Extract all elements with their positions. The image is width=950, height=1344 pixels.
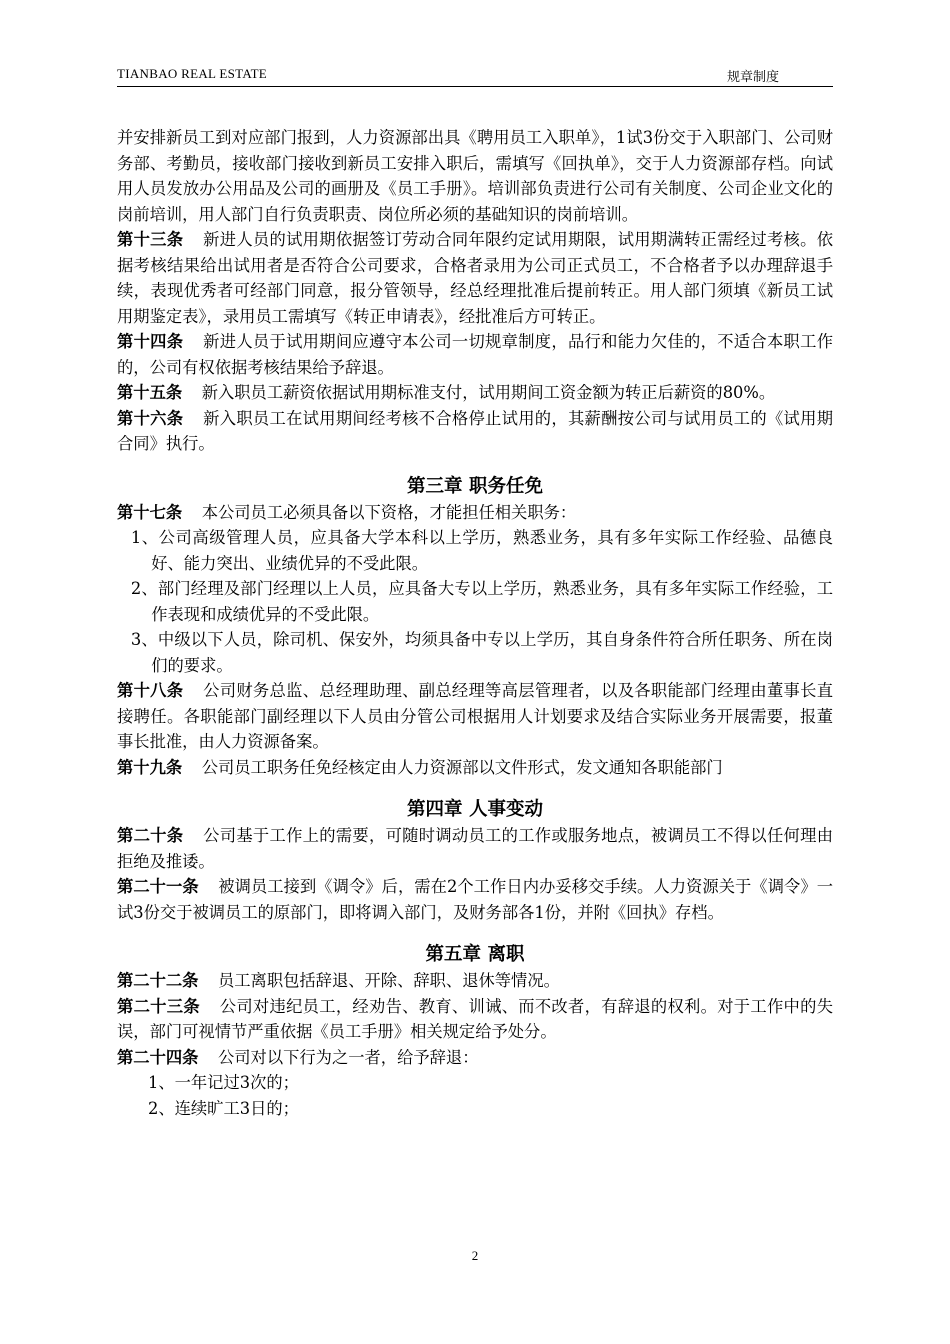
- article-paragraph: [117, 1045, 833, 1071]
- list-item: 1、一年记过3次的；: [147, 1073, 299, 1092]
- article-label: 第二十二条: [117, 971, 199, 990]
- article-label: 第十六条: [117, 408, 184, 428]
- list-item: 1、公司高级管理人员，应具备大学本科以上学历，熟悉业务，具有多年实际工作经验、品德良好、能力突出、业绩优异的不受此限。: [130, 528, 833, 573]
- article-label: 第二十三条: [117, 996, 200, 1016]
- article-paragraph: [117, 755, 833, 781]
- article-label: 第二十一条: [117, 877, 199, 896]
- article-text: 被调员工接到《调令》后，需在2个工作日内办妥移交手续。人力资源关于《调令》一试3份交于被调员工的原部门，即将调入部门，及财务部各1份，并附《回执》存档。: [117, 877, 833, 922]
- article-paragraph: [117, 406, 833, 457]
- page-header: [117, 66, 833, 87]
- article-text: 新进人员的试用期依据签订劳动合同年限约定试用期限，试用期满转正需经过考核。依据考核结果给出试用者是否符合公司要求，合格者录用为公司正式员工，不合格者予以办理辞退手续，表现优秀者可经部门同意，报分管领导，经总经理批准后提前转正。用人部门须填《新员工试用期鉴定表》，录用员工需填写《转正申请表》，经批准后方可转正。: [117, 230, 833, 326]
- article-label: 第二十四条: [117, 1047, 199, 1067]
- article-paragraph: [117, 874, 833, 925]
- article-label: 第二十条: [117, 826, 184, 845]
- page-number: 2: [471, 1248, 479, 1263]
- article-paragraph: [117, 994, 833, 1045]
- article-text: 公司基于工作上的需要，可随时调动员工的工作或服务地点，被调员工不得以任何理由拒绝及推诿。: [117, 826, 833, 871]
- article-paragraph: [117, 227, 833, 329]
- article-paragraph: [117, 329, 833, 380]
- list-item: 2、连续旷工3日的；: [147, 1098, 299, 1118]
- article-text: 本公司员工必须具备以下资格，才能担任相关职务：: [201, 502, 577, 522]
- article-label: 第十四条: [117, 332, 184, 351]
- article-text: 新进人员于试用期间应遵守本公司一切规章制度，品行和能力欠佳的，不适合本职工作的，公司有权依据考核结果给予辞退。: [117, 332, 833, 377]
- article-text: 公司对以下行为之一者，给予辞退：: [217, 1047, 479, 1067]
- article-label: 第十五条: [117, 383, 183, 402]
- article-label: 第十八条: [117, 681, 184, 700]
- article-paragraph: [117, 968, 833, 994]
- body-paragraph: 并安排新员工到对应部门报到，人力资源部出具《聘用员工入职单》，1试3份交于入职部门、公司财务部、考勤员，接收部门接收到新员工安排入职后，需填写《回执单》，交于人力资源部存档。向试用人员发放办公用品及公司的画册及《员工手册》。培训部负责进行公司有关制度、公司企业文化的岗前培训，用人部门自行负责职责、岗位所必须的基础知识的岗前培训。: [117, 128, 833, 224]
- article-paragraph: [117, 500, 833, 526]
- article-text: 新入职员工薪资依据试用期标准支付，试用期间工资金额为转正后薪资的80%。: [201, 383, 776, 402]
- article-text: 公司员工职务任免经核定由人力资源部以文件形式，发文通知各职能部门: [201, 757, 723, 777]
- article-label: 第十九条: [117, 757, 183, 777]
- company-name: TIANBAO REAL ESTATE: [117, 66, 268, 81]
- list-item: 3、中级以下人员，除司机、保安外，均须具备中专以上学历，其自身条件符合所任职务、所在岗们的要求。: [130, 630, 833, 675]
- article-label: 第十三条: [117, 230, 184, 249]
- chapter-heading: 第三章 职务任免: [407, 475, 543, 497]
- chapter-heading: 第四章 人事变动: [407, 799, 543, 820]
- article-text: 新入职员工在试用期间经考核不合格停止试用的，其薪酬按公司与试用员工的《试用期合同》执行。: [117, 408, 833, 453]
- article-text: 公司财务总监、总经理助理、副总经理等高层管理者，以及各职能部门经理由董事长直接聘任。各职能部门副经理以下人员由分管公司根据用人计划要求及结合实际业务开展需要，报董事长批准，由人力资源备案。: [117, 681, 833, 751]
- article-text: 员工离职包括辞退、开除、辞职、退休等情况。: [217, 971, 560, 990]
- chapter-heading: 第五章 离职: [425, 944, 525, 965]
- article-paragraph: [117, 380, 833, 406]
- article-paragraph: [117, 823, 833, 874]
- article-label: 第十七条: [117, 502, 183, 522]
- article-text: 公司对违纪员工，经劝告、教育、训诫、而不改者，有辞退的权利。对于工作中的失误，部门可视情节严重依据《员工手册》相关规定给予处分。: [117, 996, 833, 1041]
- list-item: 2、部门经理及部门经理以上人员，应具备大专以上学历，熟悉业务，具有多年实际工作经验，工作表现和成绩优异的不受此限。: [130, 579, 833, 624]
- document-type: 规章制度: [726, 70, 779, 85]
- document-body: [117, 125, 833, 1121]
- article-paragraph: [117, 678, 833, 755]
